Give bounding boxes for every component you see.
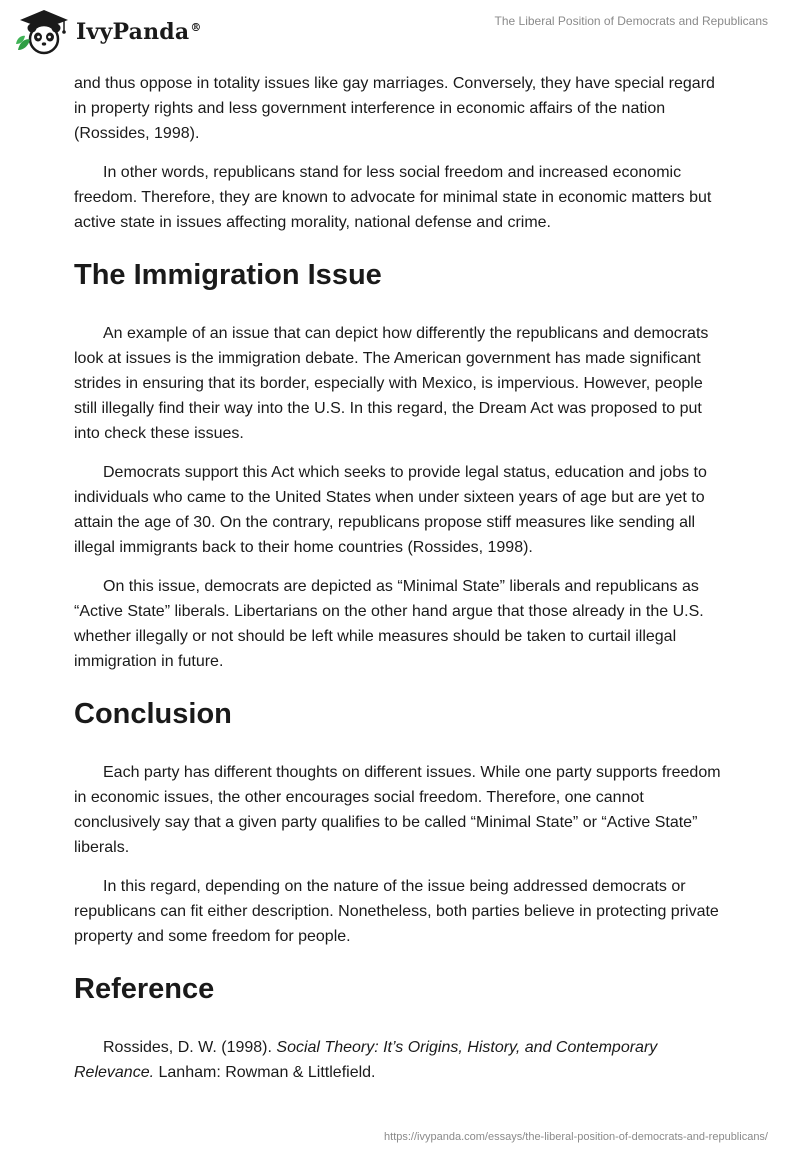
paragraph: Democrats support this Act which seeks to provide legal status, education and jobs to individuals who came to the United States when under sixteen years of age but are yet to attain the age of 30. On the contrary, republicans propose stiff measures like sending all illegal immigrants back to their home countries (Rossides, 1998). [74,464,707,556]
paragraph: and thus oppose in totality issues like gay marriages. Conversely, they have special regard in property rights and less government interference in economic affairs of the nation (Rossides, 1998). [74,75,715,142]
reference-entry [74,1035,726,1085]
section-heading-reference: Reference [74,973,215,1005]
source-url-link[interactable]: https://ivypanda.com/essays/the-liberal-position-of-democrats-and-republicans/ [384,1131,768,1143]
page-header [0,0,800,62]
section-heading-conclusion: Conclusion [74,698,232,730]
registered-mark: ® [190,20,202,34]
ivypanda-logo[interactable] [14,6,202,56]
document-title: The Liberal Position of Democrats and Republicans [494,14,768,28]
paragraph: An example of an issue that can depict how differently the republicans and democrats look at issues is the immigration debate. The American government has made significant strides in ensuring that its border, especially with Mexico, is impervious. However, people still illegally find their way into the U.S. In this regard, the Dream Act was proposed to put into check these issues. [74,325,709,442]
reference-title: Social Theory: It’s Origins, History, and Contemporary Relevance. [74,1039,658,1081]
paragraph: In this regard, depending on the nature of the issue being addressed democrats or republicans can fit either description. Nonetheless, both parties believe in protecting private property and some freedom for people. [74,878,719,945]
logo-wordmark: IvyPanda® [76,19,202,45]
paragraph: Each party has different thoughts on different issues. While one party supports freedom in economic issues, the other encourages social freedom. Therefore, one cannot conclusively say that a given party qualifies to be called “Minimal State” or “Active State” liberals. [74,764,721,856]
panda-graduate-icon [14,6,70,56]
reference-publisher: Lanham: Rowman & Littlefield. [154,1064,376,1081]
reference-author: Rossides, D. W. (1998). [103,1039,277,1056]
essay-body [74,71,726,1099]
section-heading-immigration: The Immigration Issue [74,259,382,291]
paragraph: In other words, republicans stand for less social freedom and increased economic freedom. Therefore, they are known to advocate for minimal state in economic matters but active state in issues affecting morality, national defense and crime. [74,164,712,231]
paragraph: On this issue, democrats are depicted as “Minimal State” liberals and republicans as “Active State” liberals. Libertarians on the other hand argue that those already in the U.S. whether illegally or not should be left while measures should be taken to curtail illegal immigration in future. [74,578,704,670]
